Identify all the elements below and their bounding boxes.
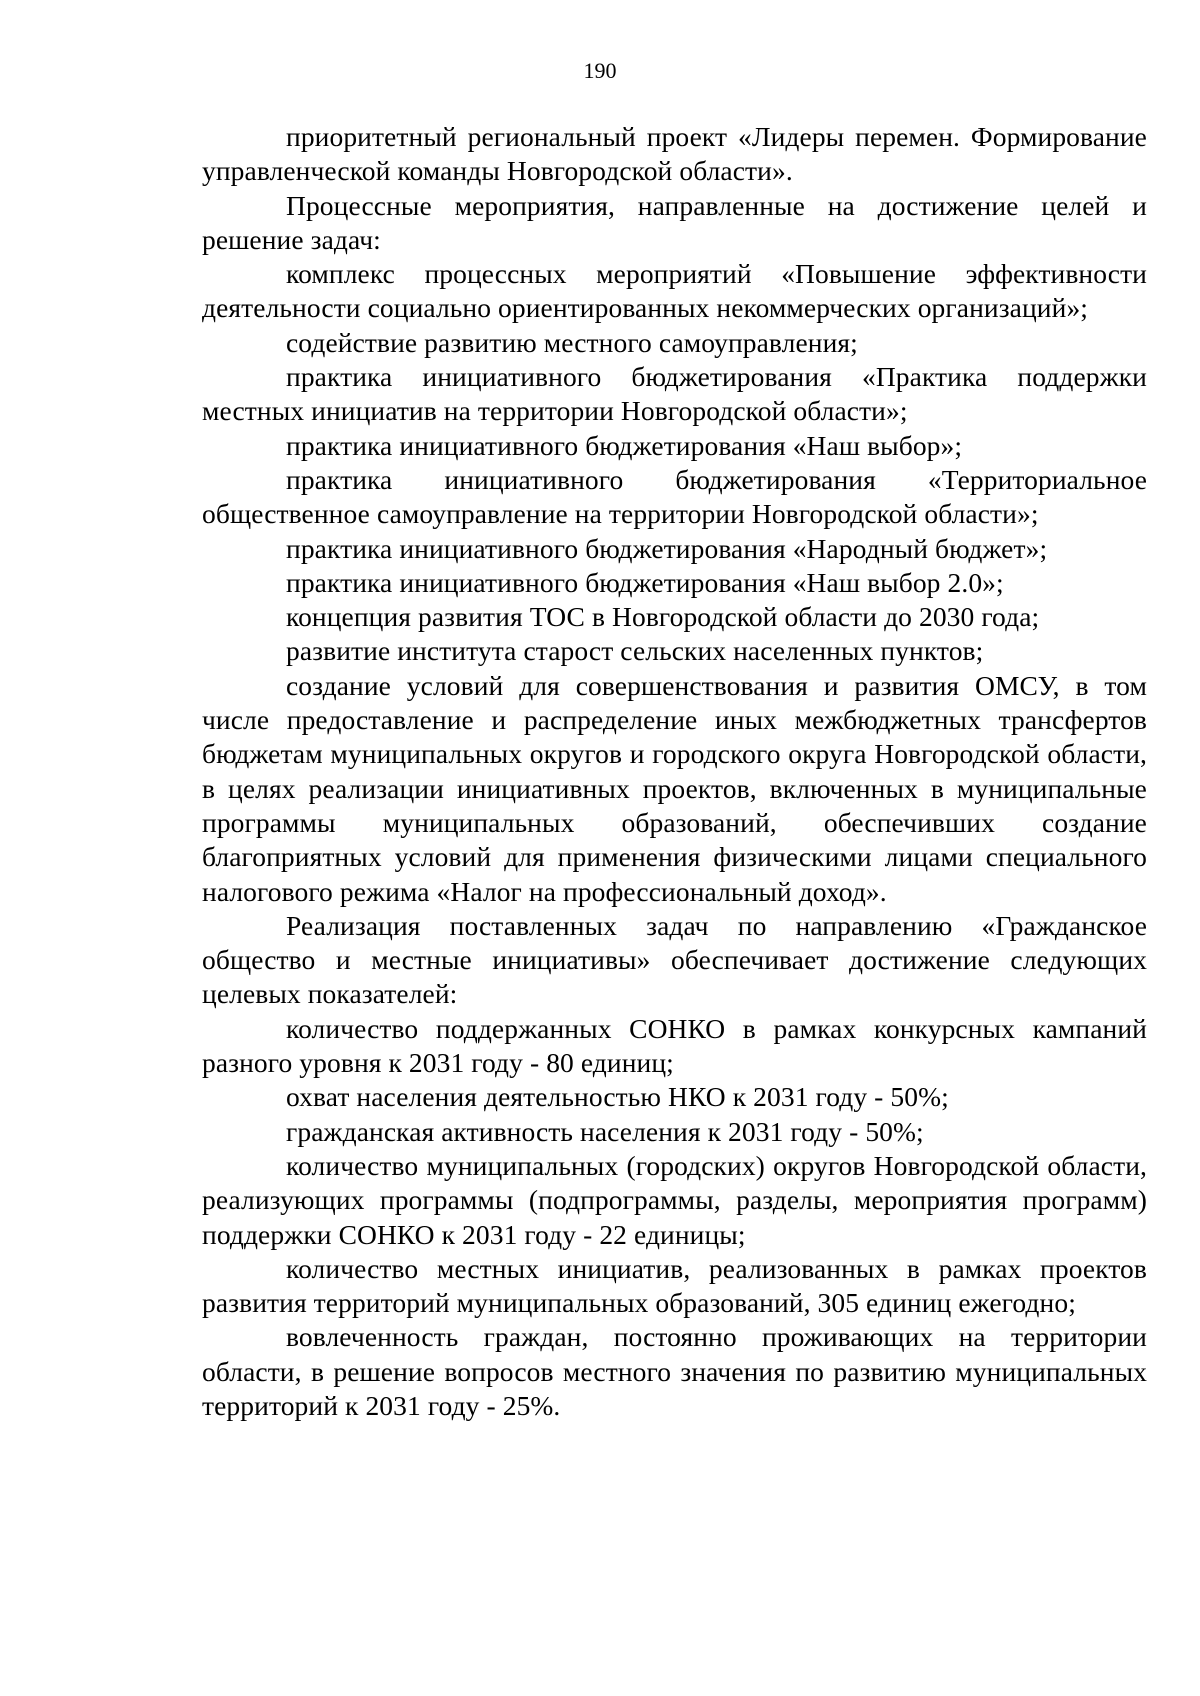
paragraph: практика инициативного бюджетирования «Практика поддержки местных инициатив на территории Новгородской области»;: [202, 361, 1147, 427]
paragraph: количество муниципальных (городских) округов Новгородской области, реализующих программы (подпрограммы, разделы, мероприятия программ) поддержки СОНКО к 2031 году - 22 единицы;: [202, 1149, 1147, 1250]
paragraph: создание условий для совершенствования и развития ОМСУ, в том числе предоставление и распределение иных межбюджетных трансфертов бюджетам муниципальных округов и городского округа Новгородской области, в целях реализации инициативных проектов, включенных в муниципальные программы муниципальных образований, обеспечивших создание благоприятных условий для применения физическими лицами специального налогового режима «Налог на профессиональный доход».: [202, 669, 1147, 907]
paragraph: количество местных инициатив, реализованных в рамках проектов развития территорий муниципальных образований, 305 единиц ежегодно;: [202, 1252, 1147, 1319]
paragraph: вовлеченность граждан, постоянно проживающих на территории области, в решение вопросов местного значения по развитию муниципальных территорий к 2031 году - 25%.: [202, 1321, 1147, 1421]
paragraph: Реализация поставленных задач по направлению «Гражданское общество и местные инициативы» обеспечивает достижение следующих целевых показателей:: [202, 909, 1147, 1010]
paragraph: практика инициативного бюджетирования «Территориальное общественное самоуправление на территории Новгородской области»;: [202, 463, 1147, 530]
paragraph: количество поддержанных СОНКО в рамках конкурсных кампаний разного уровня к 2031 году - 80 единиц;: [202, 1012, 1147, 1079]
paragraph: развитие института старост сельских населенных пунктов;: [286, 635, 984, 667]
paragraph: содействие развитию местного самоуправления;: [286, 326, 858, 358]
paragraph: практика инициативного бюджетирования «Наш выбор 2.0»;: [286, 566, 1004, 598]
paragraph: гражданская активность населения к 2031 году - 50%;: [286, 1115, 924, 1147]
paragraph: комплекс процессных мероприятий «Повышение эффективности деятельности социально ориентированных некоммерческих организаций»;: [202, 258, 1147, 324]
page-number: 190: [583, 58, 617, 83]
document-body: [202, 120, 1147, 1423]
paragraph: приоритетный региональный проект «Лидеры перемен. Формирование управленческой команды Новгородской области».: [202, 121, 1147, 187]
paragraph: практика инициативного бюджетирования «Народный бюджет»;: [286, 532, 1048, 564]
paragraph: Процессные мероприятия, направленные на достижение целей и решение задач:: [202, 189, 1147, 255]
paragraph: концепция развития ТОС в Новгородской области до 2030 года;: [286, 601, 1040, 633]
paragraph: охват населения деятельностью НКО к 2031 году - 50%;: [286, 1081, 949, 1113]
paragraph: практика инициативного бюджетирования «Наш выбор»;: [286, 429, 963, 461]
